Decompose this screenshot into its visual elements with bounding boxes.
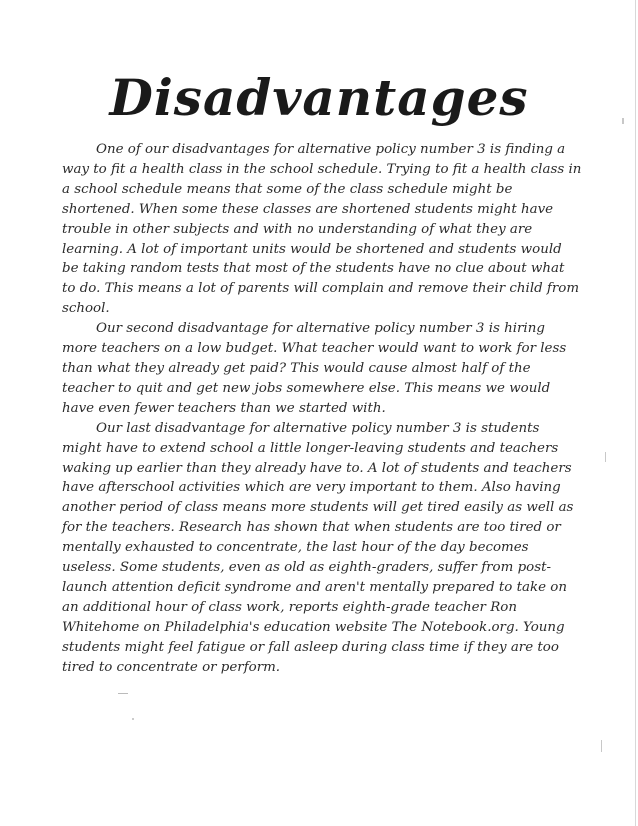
paragraph-1: One of our disadvantages for alternative policy number 3 is finding a way to fit a health class in the school schedule. Trying to fit a health class in a school schedule means that some of the class schedule might be shortened. When some these classes are shortened students might have trouble in other subjects and with no understanding of what they are learning. A lot of important units would be shortened and students would be taking random tests that most of the students have no clue about what to do. This means a lot of parents will complain and remove their child from school.	[62, 142, 582, 317]
page-title: Disadvantages	[109, 68, 529, 127]
scan-artifact	[118, 693, 128, 694]
document-body	[62, 140, 582, 677]
paragraph-3: Our last disadvantage for alternative policy number 3 is students might have to extend school a little longer-leaving students and teachers waking up earlier than they already have to. A lot of students and teachers have afterschool activities which are very important to them. Also having another period of class means more students will get tired easily as well as for the teachers. Research has shown that when students are too tired or mentally exhausted to concentrate, the last hour of the day becomes useless. Some students, even as old as eighth-graders, suffer from post-launch attention deficit syndrome and aren't mentally prepared to take on an additional hour of class work, reports eighth-grade teacher Ron Whitehome on Philadelphia's education website The Notebook.org. Young students might feel fatigue or fall asleep during class time if they are too tired to concentrate or perform.	[62, 420, 574, 675]
paragraph-2: Our second disadvantage for alternative policy number 3 is hiring more teachers on a low budget. What teacher would want to work for less than what they already get paid? This would cause almost half of the teacher to quit and get new jobs somewhere else. This means we would have even fewer teachers than we started with.	[62, 321, 567, 416]
scan-artifact	[132, 718, 134, 720]
scan-artifact	[601, 740, 602, 752]
scan-artifact	[605, 452, 606, 462]
